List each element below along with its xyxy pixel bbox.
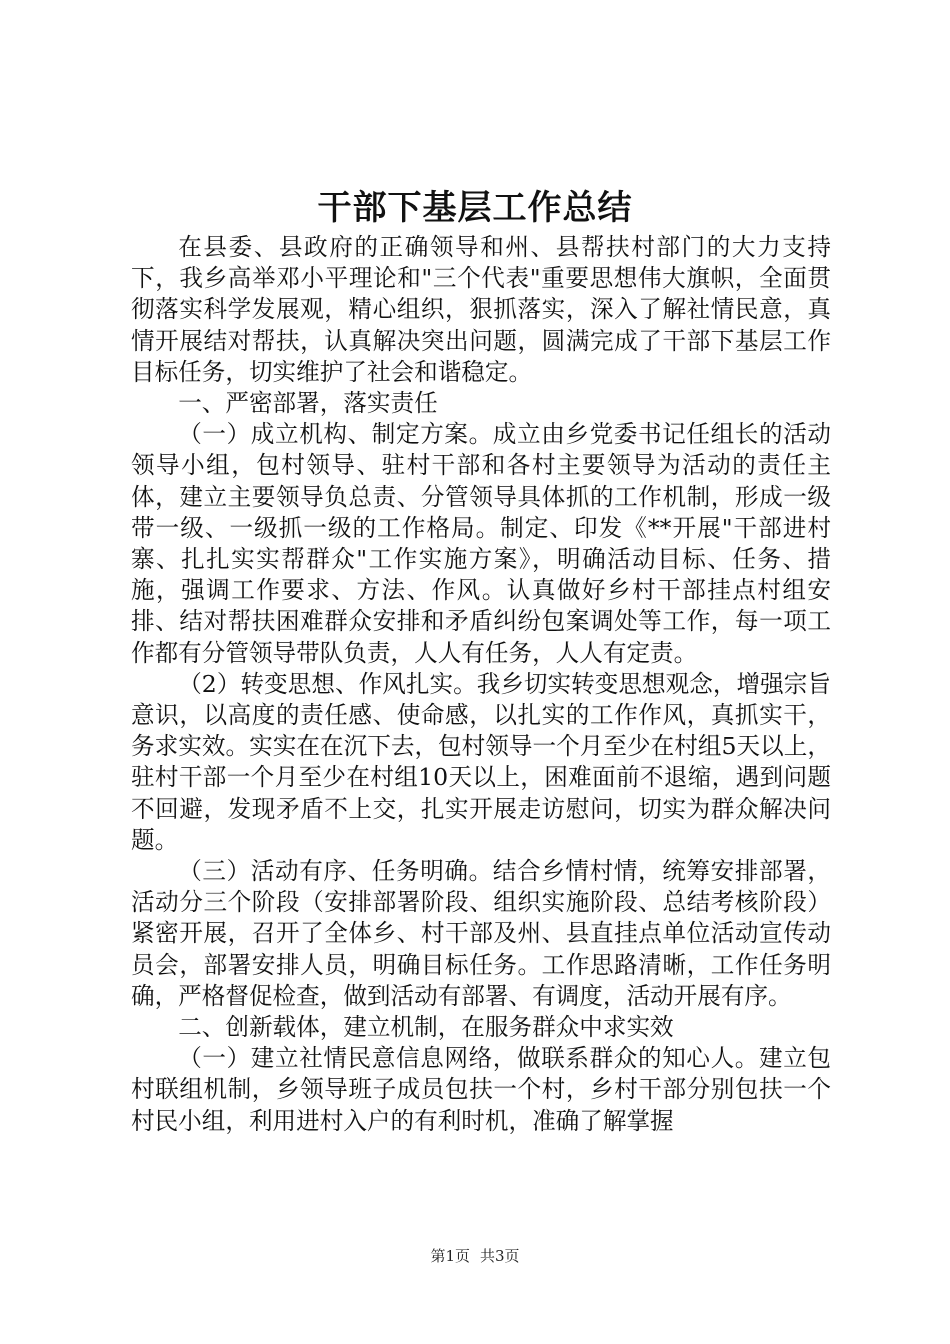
section-heading-2: 二、创新载体，建立机制，在服务群众中求实效 [178, 1013, 674, 1042]
page-number-total: 共3页 [480, 1247, 520, 1265]
document-body [131, 232, 831, 1137]
paragraph-1-2: （2）转变思想、作风扎实。我乡切实转变思想观念，增强宗旨意识，以高度的责任感、使命感，以扎实的工作作风，真抓实干，务求实效。实实在在沉下去，包村领导一个月至少在村组5天以上，驻村干部一个月至少在村组10天以上，困难面前不退缩，遇到问题不回避，发现矛盾不上交，扎实开展走访慰问，切实为群众解决问题。 [131, 669, 831, 854]
paragraph-1-3: （三）活动有序、任务明确。结合乡情村情，统筹安排部署，活动分三个阶段（安排部署阶段、组织实施阶段、总结考核阶段）紧密开展，召开了全体乡、村干部及州、县直挂点单位活动宣传动员会，部署安排人员，明确目标任务。工作思路清晰，工作任务明确，严格督促检查，做到活动有部署、有调度，活动开展有序。 [131, 857, 831, 1010]
paragraph-1-1: （一）成立机构、制定方案。成立由乡党委书记任组长的活动领导小组，包村领导、驻村干部和各村主要领导为活动的责任主体，建立主要领导负总责、分管领导具体抓的工作机制，形成一级带一级、一级抓一级的工作格局。制定、印发《**开展"干部进村寨、扎扎实实帮群众"工作实施方案》，明确活动目标、任务、措施，强调工作要求、方法、作风。认真做好乡村干部挂点村组安排、结对帮扶困难群众安排和矛盾纠纷包案调处等工作，每一项工作都有分管领导带队负责，人人有任务，人人有定责。 [131, 420, 831, 667]
section-heading-1: 一、严密部署，落实责任 [178, 389, 438, 418]
intro-paragraph: 在县委、县政府的正确领导和州、县帮扶村部门的大力支持下，我乡高举邓小平理论和"三个代表"重要思想伟大旗帜，全面贯彻落实科学发展观，精心组织，狠抓落实，深入了解社情民意，真情开展结对帮扶，认真解决突出问题，圆满完成了干部下基层工作目标任务，切实维护了社会和谐稳定。 [131, 233, 831, 386]
paragraph-2-1: （一）建立社情民意信息网络，做联系群众的知心人。建立包村联组机制，乡领导班子成员包扶一个村，乡村干部分别包扶一个村民小组，利用进村入户的有利时机，准确了解掌握 [131, 1044, 831, 1135]
document-title: 干部下基层工作总结 [317, 188, 633, 228]
page-footer [0, 1246, 950, 1266]
page-number-current: 第1页 [430, 1247, 470, 1265]
